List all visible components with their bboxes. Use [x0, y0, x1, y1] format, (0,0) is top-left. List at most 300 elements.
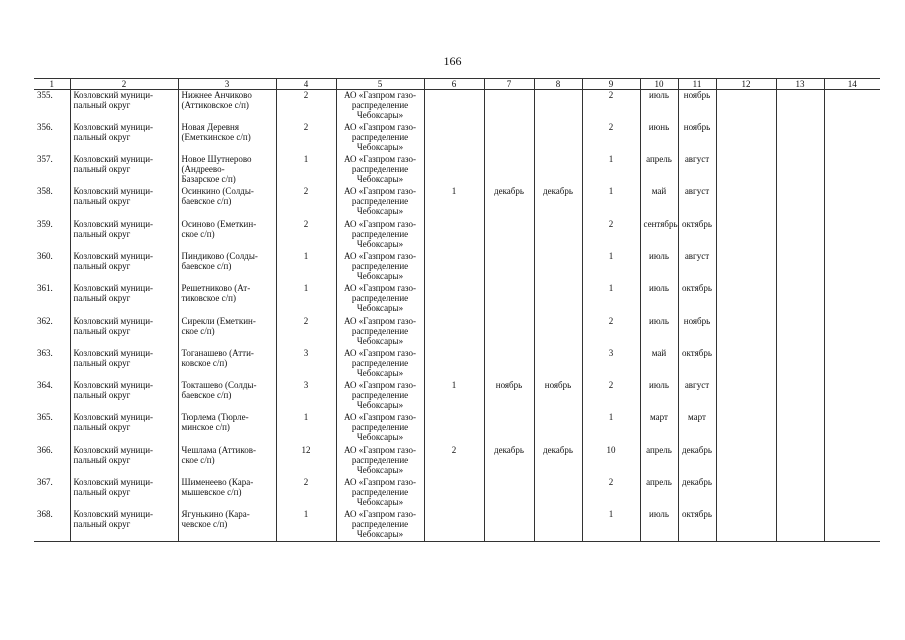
- col6-cell: 1: [424, 186, 484, 218]
- col7-cell: ноябрь: [484, 380, 534, 412]
- col11-cell: ноябрь: [678, 90, 716, 122]
- col11-cell: август: [678, 186, 716, 218]
- col10-cell: июль: [640, 509, 678, 541]
- cell-line: Сирекли (Еметкин-: [181, 315, 256, 326]
- row-number: 360.: [37, 250, 53, 261]
- cell-line: распределение: [351, 131, 409, 142]
- col14-cell: [824, 283, 880, 315]
- header-row: [34, 79, 880, 90]
- cell-line: пальный округ: [73, 519, 131, 530]
- col6-cell: [424, 348, 484, 380]
- table-row: [34, 316, 880, 348]
- organization-cell: [336, 283, 424, 315]
- count-cell: 2: [276, 219, 336, 251]
- col6-cell: [424, 251, 484, 283]
- district-cell: [70, 509, 178, 541]
- row-number: 358.: [37, 186, 53, 197]
- col11-cell: март: [678, 412, 716, 444]
- cell-line: АО «Газпром газо-: [343, 412, 417, 423]
- col9-cell: 2: [582, 380, 640, 412]
- column-header: 7: [484, 79, 534, 90]
- col13-cell: [776, 186, 824, 218]
- district-cell: [70, 445, 178, 477]
- cell-line: пальный округ: [73, 390, 131, 401]
- col13-cell: [776, 316, 824, 348]
- settlement-cell: [178, 154, 276, 186]
- cell-line: распределение: [351, 100, 409, 110]
- cell-line: АО «Газпром газо-: [343, 186, 417, 197]
- page-number: 166: [443, 54, 462, 68]
- row-number: 365.: [37, 412, 53, 423]
- row-number: 355.: [37, 90, 53, 100]
- col6-cell: [424, 509, 484, 541]
- col13-cell: [776, 154, 824, 186]
- cell-line: распределение: [351, 325, 409, 336]
- col11-cell: август: [678, 380, 716, 412]
- col7-cell: декабрь: [484, 445, 534, 477]
- cell-line: АО «Газпром газо-: [343, 154, 417, 165]
- col8-cell: [534, 509, 582, 541]
- col10-cell: май: [640, 186, 678, 218]
- col10-cell: май: [640, 348, 678, 380]
- row-number: 359.: [37, 218, 53, 229]
- col9-cell: 1: [582, 186, 640, 218]
- settlement-cell: [178, 251, 276, 283]
- col7-cell: [484, 122, 534, 154]
- col9-cell: 2: [582, 316, 640, 348]
- col11-cell: ноябрь: [678, 122, 716, 154]
- organization-cell: [336, 154, 424, 186]
- district-cell: [70, 90, 178, 122]
- cell-line: Новая Деревня: [181, 121, 239, 132]
- column-header: 1: [34, 79, 70, 90]
- cell-line: АО «Газпром газо-: [343, 509, 417, 520]
- col7-cell: [484, 316, 534, 348]
- col8-cell: [534, 90, 582, 122]
- cell-line: Козловский муници-: [73, 509, 154, 520]
- district-cell: [70, 348, 178, 380]
- cell-line: распределение: [351, 357, 409, 368]
- col9-cell: 1: [582, 509, 640, 541]
- col13-cell: [776, 445, 824, 477]
- col14-cell: [824, 316, 880, 348]
- cell-line: Чебоксары»: [356, 174, 404, 185]
- settlement-cell: [178, 186, 276, 218]
- col8-cell: [534, 219, 582, 251]
- cell-line: Чебоксары»: [356, 303, 404, 314]
- district-cell: [70, 380, 178, 412]
- cell-line: АО «Газпром газо-: [343, 218, 417, 229]
- col10-cell: июль: [640, 283, 678, 315]
- col9-cell: 1: [582, 283, 640, 315]
- cell-line: Чебоксары»: [356, 206, 404, 217]
- row-number: 356.: [37, 121, 53, 132]
- organization-cell: [336, 509, 424, 541]
- cell-line: распределение: [351, 454, 409, 465]
- col12-cell: [716, 445, 776, 477]
- cell-line: Козловский муници-: [73, 315, 154, 326]
- col12-cell: [716, 412, 776, 444]
- district-cell: [70, 186, 178, 218]
- cell-line: АО «Газпром газо-: [343, 347, 417, 358]
- table-row: [34, 283, 880, 315]
- cell-line: баевское с/п): [181, 390, 232, 401]
- table-row: [34, 348, 880, 380]
- organization-cell: [336, 251, 424, 283]
- cell-line: Козловский муници-: [73, 347, 154, 358]
- count-cell: 2: [276, 477, 336, 509]
- cell-line: баевское с/п): [181, 260, 232, 271]
- col9-cell: 10: [582, 445, 640, 477]
- count-cell: 1: [276, 283, 336, 315]
- col7-cell: [484, 509, 534, 541]
- col10-cell: июль: [640, 380, 678, 412]
- col7-cell: [484, 251, 534, 283]
- col12-cell: [716, 509, 776, 541]
- column-header: 13: [776, 79, 824, 90]
- cell-line: Козловский муници-: [73, 186, 154, 197]
- settlement-cell: [178, 283, 276, 315]
- col14-cell: [824, 219, 880, 251]
- cell-line: АО «Газпром газо-: [343, 477, 417, 488]
- district-cell: [70, 251, 178, 283]
- col14-cell: [824, 412, 880, 444]
- cell-line: пальный округ: [73, 228, 131, 239]
- count-cell: 1: [276, 251, 336, 283]
- cell-line: распределение: [351, 260, 409, 271]
- col14-cell: [824, 186, 880, 218]
- col11-cell: ноябрь: [678, 316, 716, 348]
- organization-cell: [336, 186, 424, 218]
- row-number: 366.: [37, 444, 53, 455]
- col9-cell: 1: [582, 251, 640, 283]
- cell-line: пальный округ: [73, 293, 131, 304]
- cell-line: Козловский муници-: [73, 444, 154, 455]
- count-cell: 2: [276, 90, 336, 122]
- col6-cell: [424, 90, 484, 122]
- column-header: 6: [424, 79, 484, 90]
- col12-cell: [716, 477, 776, 509]
- col7-cell: [484, 477, 534, 509]
- col8-cell: [534, 412, 582, 444]
- cell-line: Токташево (Солды-: [181, 380, 257, 391]
- district-cell: [70, 219, 178, 251]
- col8-cell: [534, 251, 582, 283]
- col6-cell: 2: [424, 445, 484, 477]
- col7-cell: [484, 219, 534, 251]
- col7-cell: декабрь: [484, 186, 534, 218]
- cell-line: распределение: [351, 519, 409, 530]
- col14-cell: [824, 477, 880, 509]
- col8-cell: [534, 348, 582, 380]
- cell-line: пальный округ: [73, 422, 131, 433]
- count-cell: 1: [276, 509, 336, 541]
- cell-line: ское с/п): [181, 325, 215, 336]
- col7-cell: [484, 412, 534, 444]
- organization-cell: [336, 219, 424, 251]
- cell-line: Чебоксары»: [356, 238, 404, 249]
- organization-cell: [336, 380, 424, 412]
- table-row: [34, 186, 880, 218]
- col13-cell: [776, 122, 824, 154]
- col8-cell: [534, 477, 582, 509]
- cell-line: Чебоксары»: [356, 432, 404, 443]
- organization-cell: [336, 445, 424, 477]
- row-number: 363.: [37, 347, 53, 358]
- col11-cell: август: [678, 154, 716, 186]
- count-cell: 2: [276, 316, 336, 348]
- col7-cell: [484, 90, 534, 122]
- col6-cell: [424, 122, 484, 154]
- cell-line: пальный округ: [73, 196, 131, 207]
- organization-cell: [336, 122, 424, 154]
- cell-line: пальный округ: [73, 260, 131, 271]
- count-cell: 3: [276, 380, 336, 412]
- cell-line: пальный округ: [73, 100, 131, 110]
- col11-cell: октябрь: [678, 219, 716, 251]
- col14-cell: [824, 509, 880, 541]
- col13-cell: [776, 412, 824, 444]
- col11-cell: декабрь: [678, 445, 716, 477]
- organization-cell: [336, 477, 424, 509]
- cell-line: АО «Газпром газо-: [343, 315, 417, 326]
- cell-line: Новое Шутнерово: [181, 154, 252, 165]
- cell-line: пальный округ: [73, 164, 131, 175]
- col12-cell: [716, 186, 776, 218]
- col10-cell: июль: [640, 90, 678, 122]
- cell-line: Пиндиково (Солды-: [181, 250, 258, 261]
- cell-line: тиковское с/п): [181, 293, 236, 304]
- cell-line: распределение: [351, 422, 409, 433]
- col8-cell: декабрь: [534, 445, 582, 477]
- cell-line: распределение: [351, 164, 409, 175]
- cell-line: Козловский муници-: [73, 218, 154, 229]
- row-number: 368.: [34, 509, 70, 541]
- col6-cell: [424, 154, 484, 186]
- cell-line: АО «Газпром газо-: [343, 444, 417, 455]
- cell-line: АО «Газпром газо-: [343, 380, 417, 391]
- row-number: 357.: [37, 154, 53, 165]
- col10-cell: июнь: [640, 122, 678, 154]
- col12-cell: [716, 219, 776, 251]
- table-row: [34, 509, 880, 541]
- col12-cell: [716, 380, 776, 412]
- cell-line: пальный округ: [73, 357, 131, 368]
- cell-line: распределение: [351, 228, 409, 239]
- col6-cell: [424, 283, 484, 315]
- settlement-cell: [178, 477, 276, 509]
- col9-cell: 1: [582, 412, 640, 444]
- cell-line: Чебоксары»: [356, 270, 404, 281]
- col10-cell: июль: [640, 316, 678, 348]
- cell-line: АО «Газпром газо-: [343, 283, 417, 294]
- cell-line: (Еметкинское с/п): [181, 131, 251, 142]
- cell-line: пальный округ: [73, 325, 131, 336]
- organization-cell: [336, 412, 424, 444]
- schedule-table: [34, 78, 880, 542]
- cell-line: Шименеево (Кара-: [181, 477, 254, 488]
- table-row: [34, 412, 880, 444]
- column-header: 10: [640, 79, 678, 90]
- column-header: 9: [582, 79, 640, 90]
- table-body: [34, 90, 880, 542]
- cell-line: чевское с/п): [181, 519, 228, 530]
- col14-cell: [824, 445, 880, 477]
- col13-cell: [776, 283, 824, 315]
- table-row: [34, 90, 880, 122]
- col9-cell: 2: [582, 477, 640, 509]
- col7-cell: [484, 348, 534, 380]
- cell-line: Ягунькино (Кара-: [181, 509, 250, 520]
- col12-cell: [716, 251, 776, 283]
- cell-line: Козловский муници-: [73, 121, 154, 132]
- column-header: 2: [70, 79, 178, 90]
- cell-line: Чебоксары»: [356, 110, 404, 120]
- col9-cell: 2: [582, 122, 640, 154]
- cell-line: Осинкино (Солды-: [181, 186, 254, 197]
- district-cell: [70, 477, 178, 509]
- table-row: [34, 445, 880, 477]
- col11-cell: август: [678, 251, 716, 283]
- cell-line: мышевское с/п): [181, 487, 242, 498]
- cell-line: Козловский муници-: [73, 412, 154, 423]
- col12-cell: [716, 283, 776, 315]
- col9-cell: 3: [582, 348, 640, 380]
- table-row: [34, 251, 880, 283]
- cell-line: Базарское с/п): [181, 174, 236, 185]
- col14-cell: [824, 380, 880, 412]
- cell-line: Чебоксары»: [356, 141, 404, 152]
- column-header: 12: [716, 79, 776, 90]
- col12-cell: [716, 154, 776, 186]
- col12-cell: [716, 122, 776, 154]
- settlement-cell: [178, 445, 276, 477]
- column-header: 3: [178, 79, 276, 90]
- col6-cell: [424, 316, 484, 348]
- col10-cell: июль: [640, 251, 678, 283]
- col14-cell: [824, 154, 880, 186]
- column-header: 11: [678, 79, 716, 90]
- organization-cell: [336, 316, 424, 348]
- cell-line: Козловский муници-: [73, 283, 154, 294]
- settlement-cell: [178, 90, 276, 122]
- row-number: 367.: [37, 477, 53, 488]
- col13-cell: [776, 90, 824, 122]
- table-row: [34, 154, 880, 186]
- col11-cell: декабрь: [678, 477, 716, 509]
- col7-cell: [484, 283, 534, 315]
- row-number: 364.: [37, 380, 53, 391]
- settlement-cell: [178, 412, 276, 444]
- cell-line: Козловский муници-: [73, 477, 154, 488]
- cell-line: Козловский муници-: [73, 154, 154, 165]
- col13-cell: [776, 380, 824, 412]
- cell-line: АО «Газпром газо-: [343, 250, 417, 261]
- col11-cell: октябрь: [678, 283, 716, 315]
- cell-line: Осиново (Еметкин-: [181, 218, 257, 229]
- col6-cell: [424, 477, 484, 509]
- cell-line: минское с/п): [181, 422, 230, 433]
- count-cell: 2: [276, 122, 336, 154]
- column-header: 5: [336, 79, 424, 90]
- cell-line: Нижнее Анчиково: [181, 90, 252, 100]
- settlement-cell: [178, 380, 276, 412]
- count-cell: 1: [276, 154, 336, 186]
- cell-line: Чебоксары»: [356, 367, 404, 378]
- column-header: 14: [824, 79, 880, 90]
- table-row: [34, 477, 880, 509]
- cell-line: Тоганашево (Атти-: [181, 347, 254, 358]
- col14-cell: [824, 348, 880, 380]
- count-cell: 1: [276, 412, 336, 444]
- district-cell: [70, 122, 178, 154]
- col14-cell: [824, 251, 880, 283]
- count-cell: 3: [276, 348, 336, 380]
- cell-line: распределение: [351, 390, 409, 401]
- cell-line: ское с/п): [181, 228, 215, 239]
- col12-cell: [716, 316, 776, 348]
- col8-cell: [534, 154, 582, 186]
- cell-line: Чебоксары»: [356, 464, 404, 475]
- settlement-cell: [178, 122, 276, 154]
- col6-cell: 1: [424, 380, 484, 412]
- count-cell: 2: [276, 186, 336, 218]
- cell-line: пальный округ: [73, 454, 131, 465]
- column-header: 8: [534, 79, 582, 90]
- col8-cell: [534, 283, 582, 315]
- col12-cell: [716, 90, 776, 122]
- cell-line: АО «Газпром газо-: [343, 121, 417, 132]
- cell-line: баевское с/п): [181, 196, 232, 207]
- cell-line: Чебоксары»: [356, 335, 404, 346]
- col13-cell: [776, 251, 824, 283]
- table-row: [34, 380, 880, 412]
- col10-cell: апрель: [640, 154, 678, 186]
- cell-line: пальный округ: [73, 131, 131, 142]
- row-number: 362.: [37, 315, 53, 326]
- col13-cell: [776, 348, 824, 380]
- row-number: 361.: [37, 283, 53, 294]
- cell-line: Чешлама (Аттиков-: [181, 444, 257, 455]
- col6-cell: [424, 219, 484, 251]
- cell-line: Козловский муници-: [73, 250, 154, 261]
- col11-cell: октябрь: [678, 509, 716, 541]
- col10-cell: сентябрь: [640, 219, 678, 251]
- cell-line: Козловский муници-: [73, 90, 154, 100]
- cell-line: распределение: [351, 293, 409, 304]
- cell-line: распределение: [351, 196, 409, 207]
- cell-line: (Андреево-: [181, 164, 225, 175]
- col10-cell: март: [640, 412, 678, 444]
- col12-cell: [716, 348, 776, 380]
- col13-cell: [776, 219, 824, 251]
- table-row: [34, 219, 880, 251]
- settlement-cell: [178, 509, 276, 541]
- cell-line: Козловский муници-: [73, 380, 154, 391]
- settlement-cell: [178, 219, 276, 251]
- cell-line: Тюрлема (Тюрле-: [181, 412, 249, 423]
- cell-line: Решетниково (Ат-: [181, 283, 251, 294]
- cell-line: ское с/п): [181, 454, 215, 465]
- table-row: [34, 122, 880, 154]
- organization-cell: [336, 90, 424, 122]
- col9-cell: 1: [582, 154, 640, 186]
- col14-cell: [824, 90, 880, 122]
- cell-line: Чебоксары»: [356, 497, 404, 508]
- col7-cell: [484, 154, 534, 186]
- col13-cell: [776, 477, 824, 509]
- count-cell: 12: [276, 445, 336, 477]
